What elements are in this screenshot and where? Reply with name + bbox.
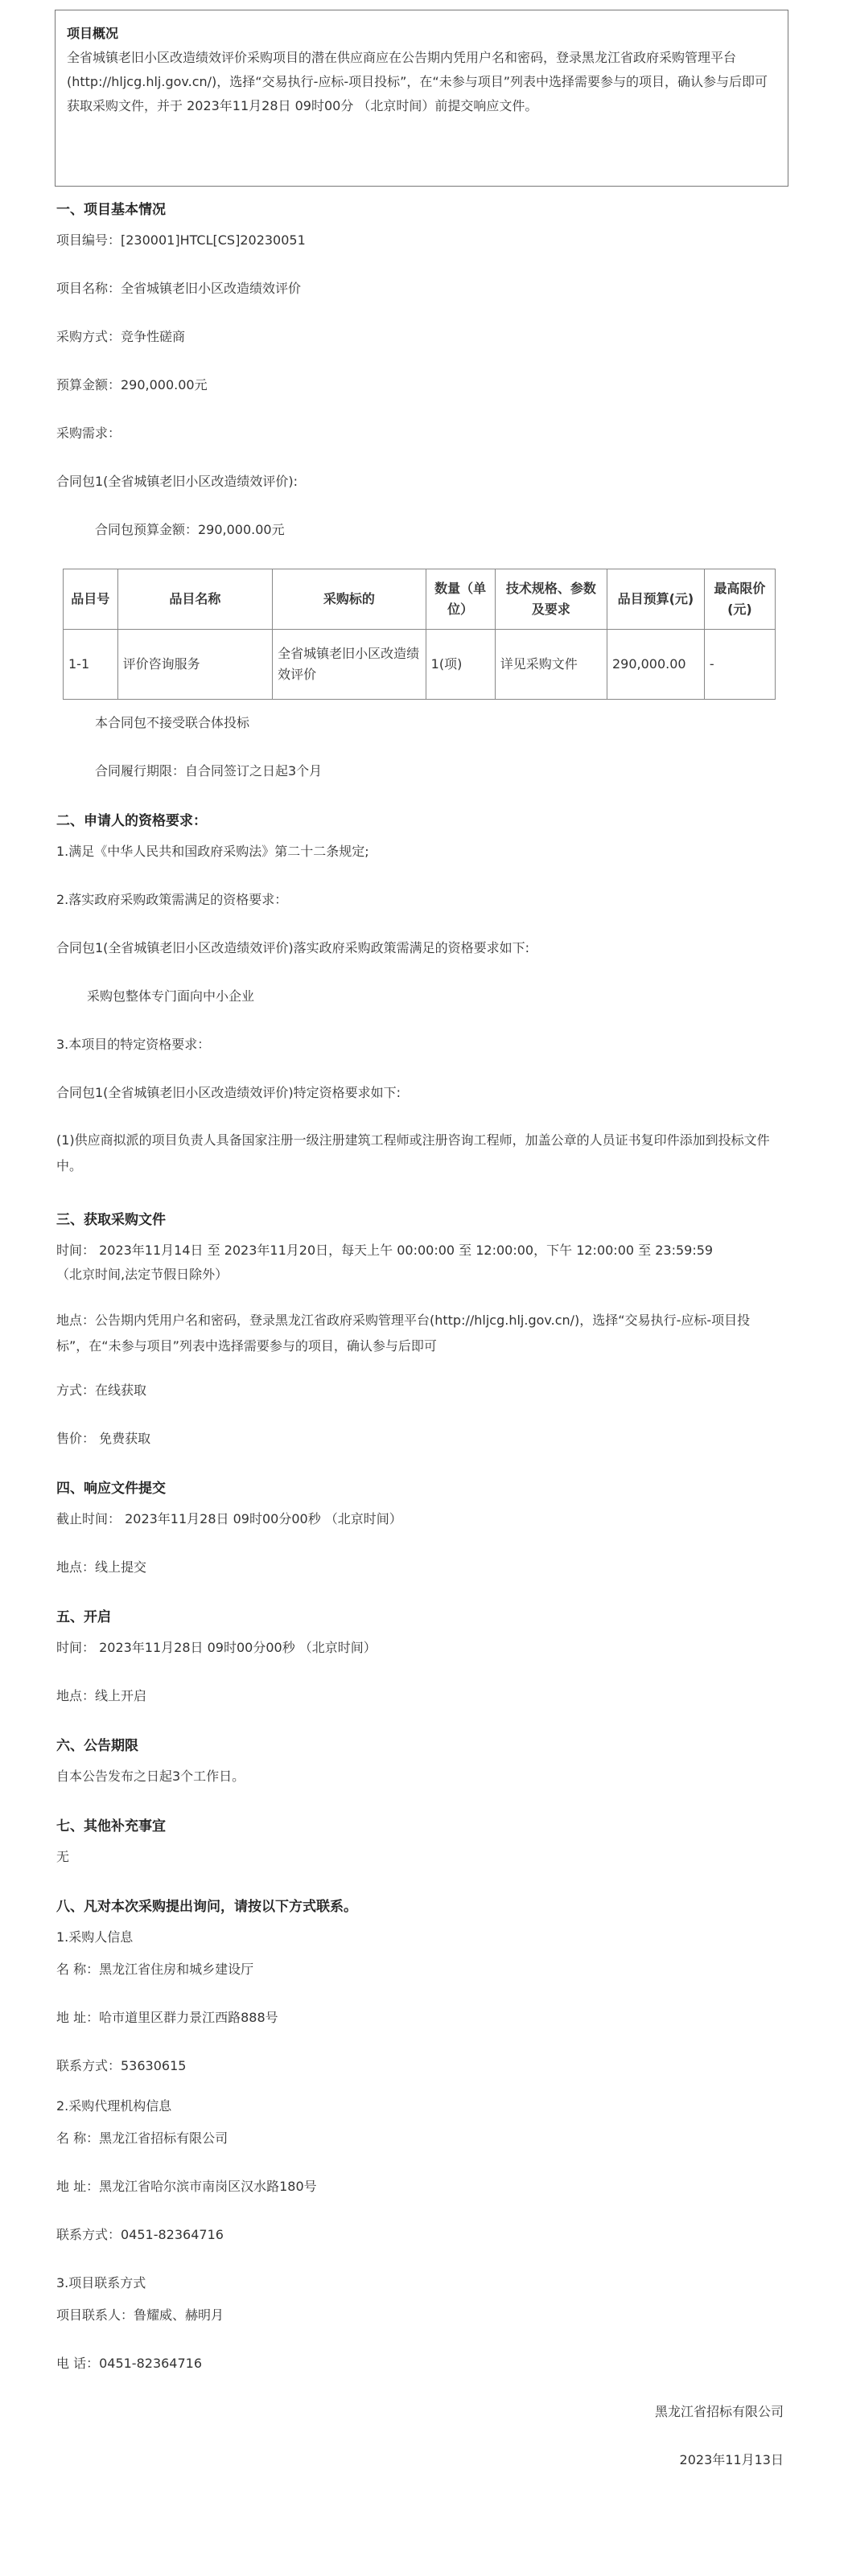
project-number: 项目编号：[230001]HTCL[CS]20230051	[56, 232, 306, 248]
project-overview-box	[55, 10, 788, 187]
acquire-time-note: （北京时间,法定节假日除外）	[56, 1267, 228, 1282]
buyer-contact: 联系方式：53630615	[56, 2058, 187, 2073]
cell-subject: 全省城镇老旧小区改造绩效评价	[273, 630, 426, 700]
cell-spec: 详见采购文件	[495, 630, 607, 700]
section-heading-get-documents: 三、获取采购文件	[56, 1212, 166, 1228]
issuer-organization: 黑龙江省招标有限公司	[654, 2404, 784, 2419]
overview-deadline: 获取采购文件，并于 2023年11月28日 09时00分 （北京时间）前提交响应文件。	[67, 98, 538, 113]
cell-item-name: 评价咨询服务	[117, 630, 273, 700]
qualification-item-2-detail: 采购包整体专门面向中小企业	[87, 988, 255, 1004]
cell-quantity: 1(项)	[426, 630, 495, 700]
agent-contact: 联系方式：0451-82364716	[56, 2227, 224, 2242]
header-spec: 技术规格、参数及要求	[495, 569, 607, 630]
agent-name: 名 称：黑龙江省招标有限公司	[56, 2130, 228, 2146]
qualification-item-3: 3.本项目的特定资格要求：	[56, 1037, 211, 1052]
header-item-name: 品目名称	[117, 569, 273, 630]
cell-max-price: -	[704, 630, 775, 700]
opening-place: 地点：线上开启	[56, 1688, 147, 1703]
section-heading-notice-period: 六、公告期限	[56, 1738, 138, 1754]
project-contact-phone: 电 话：0451-82364716	[56, 2356, 203, 2371]
project-contact-person: 项目联系人：鲁耀威、赫明月	[56, 2307, 224, 2323]
section-heading-contact: 八、凡对本次采购提出询问，请按以下方式联系。	[56, 1899, 357, 1915]
acquire-place: 地点：公告期内凭用户名和密码，登录黑龙江省政府采购管理平台(http://hljcg.hlj.gov.cn/)，选择“交易执行-应标-项目投标”，在“未参与项目”列表中选择需要参与的项目，确认参与后即可	[56, 1313, 751, 1354]
no-consortium-note: 本合同包不接受联合体投标	[95, 715, 250, 730]
buyer-address: 地 址：哈市道里区群力景江西路888号	[56, 2010, 278, 2025]
procurement-needs-label: 采购需求：	[56, 425, 121, 441]
submission-place: 地点：线上提交	[56, 1559, 147, 1575]
project-contact-title: 3.项目联系方式	[56, 2275, 146, 2290]
document-price: 售价： 免费获取	[56, 1431, 151, 1446]
section-heading-qualifications: 二、申请人的资格要求：	[56, 813, 207, 829]
contract-package: 合同包1(全省城镇老旧小区改造绩效评价):	[56, 474, 298, 489]
header-item-no: 品目号	[64, 569, 118, 630]
table-header-row	[64, 569, 776, 630]
qualification-item-1: 1.满足《中华人民共和国政府采购法》第二十二条规定;	[56, 844, 369, 859]
overview-text: 全省城镇老旧小区改造绩效评价采购项目的潜在供应商应在公告期内凭用户名和密码，登录黑龙江省政府采购管理平台(http://hljcg.hlj.gov.cn/)，选择“交易执行-应标-项目投标”，在“未参与项目”列表中选择需要参与的项目，确认参与后即可	[67, 50, 768, 89]
section-heading-submission: 四、响应文件提交	[56, 1481, 166, 1497]
contract-period: 合同履行期限：自合同签订之日起3个月	[95, 763, 323, 779]
package-budget: 合同包预算金额：290,000.00元	[95, 522, 285, 537]
section-heading-basic-info: 一、项目基本情况	[56, 202, 166, 218]
agent-info-title: 2.采购代理机构信息	[56, 2098, 172, 2114]
procurement-items-table	[63, 569, 776, 700]
opening-time: 时间： 2023年11月28日 09时00分00秒 （北京时间）	[56, 1640, 377, 1655]
submission-deadline: 截止时间： 2023年11月28日 09时00分00秒 （北京时间）	[56, 1511, 402, 1526]
header-max-price: 最高限价(元)	[704, 569, 775, 630]
cell-item-budget: 290,000.00	[607, 630, 705, 700]
buyer-name: 名 称：黑龙江省住房和城乡建设厅	[56, 1962, 254, 1977]
other-matters-text: 无	[56, 1849, 70, 1864]
agent-address: 地 址：黑龙江省哈尔滨市南岗区汉水路180号	[56, 2179, 317, 2194]
buyer-info-title: 1.采购人信息	[56, 1929, 134, 1945]
section-heading-other-matters: 七、其他补充事宜	[56, 1818, 166, 1834]
procurement-method: 采购方式：竞争性磋商	[56, 329, 186, 344]
qualification-item-3-desc: 合同包1(全省城镇老旧小区改造绩效评价)特定资格要求如下:	[56, 1085, 401, 1100]
section-heading-opening: 五、开启	[56, 1609, 111, 1625]
header-quantity: 数量（单位）	[426, 569, 495, 630]
project-name: 项目名称：全省城镇老旧小区改造绩效评价	[56, 281, 302, 296]
issue-date: 2023年11月13日	[679, 2452, 784, 2467]
qualification-item-2: 2.落实政府采购政策需满足的资格要求：	[56, 892, 288, 907]
budget-amount: 预算金额：290,000.00元	[56, 377, 208, 392]
notice-period-text: 自本公告发布之日起3个工作日。	[56, 1769, 245, 1784]
qualification-item-3-detail: (1)供应商拟派的项目负责人具备国家注册一级注册建筑工程师或注册咨询工程师，加盖公章的人员证书复印件添加到投标文件中。	[56, 1132, 770, 1173]
overview-title: 项目概况	[67, 26, 119, 41]
acquire-method: 方式：在线获取	[56, 1382, 147, 1398]
header-item-budget: 品目预算(元)	[607, 569, 705, 630]
table-row	[64, 630, 776, 700]
header-subject: 采购标的	[273, 569, 426, 630]
cell-item-no: 1-1	[64, 630, 118, 700]
qualification-item-2-desc: 合同包1(全省城镇老旧小区改造绩效评价)落实政府采购政策需满足的资格要求如下:	[56, 940, 530, 955]
acquire-time: 时间： 2023年11月14日 至 2023年11月20日，每天上午 00:00:00 至 12:00:00，下午 12:00:00 至 23:59:59	[56, 1243, 714, 1258]
